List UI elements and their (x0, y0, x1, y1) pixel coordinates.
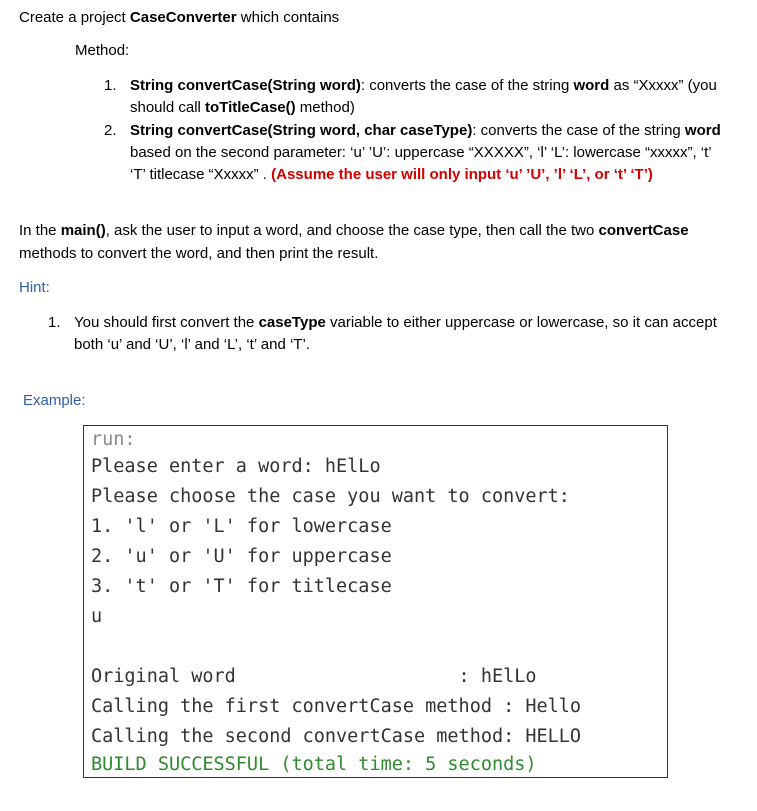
para-text: In the (19, 222, 61, 239)
method-desc-line2: based on the second parameter: ‘u’ ’U’: uppercase “XXXXX”, ‘l’ ‘L’: lowercase “xxxxx”, ‘t’ (130, 144, 712, 161)
method-number: 1. (104, 77, 117, 94)
main-paragraph-line2: methods to convert the word, and then print the result. (19, 245, 379, 262)
console-input: u (91, 606, 103, 627)
console-line: Calling the second convertCase method: HELLO (91, 726, 582, 747)
console-line: 2. 'u' or 'U' for uppercase (91, 546, 392, 567)
console-line: Original word : hElLo (91, 666, 537, 687)
method-desc-end: method) (295, 99, 355, 116)
hint-text: You should first convert the (74, 314, 259, 331)
method-desc-line3: ‘T’ titlecase “Xxxxx” . (130, 166, 272, 183)
console-line: 1. 'l' or 'L' for lowercase (91, 516, 392, 537)
intro-suffix: which contains (236, 9, 340, 26)
convertcase-name: convertCase (598, 222, 689, 239)
console-line: Calling the first convertCase method : Hello (91, 696, 582, 717)
method-number: 2. (104, 122, 117, 139)
project-name: CaseConverter (129, 9, 237, 26)
method-word: word (684, 122, 721, 139)
method-desc-line2: should call (130, 99, 206, 116)
main-paragraph (19, 222, 689, 239)
method-desc-cont: as “Xxxxx” (you (609, 77, 717, 94)
method-desc: : converts the case of the string (360, 77, 574, 94)
console-line: 3. 't' or 'T' for titlecase (91, 576, 392, 597)
console-line: Please choose the case you want to convert: (91, 486, 570, 507)
intro-text: Create a project (19, 9, 130, 26)
method-word: word (573, 77, 610, 94)
main-method: main() (60, 222, 106, 239)
method-call: toTitleCase() (205, 99, 296, 116)
console-build-status: BUILD SUCCESSFUL (total time: 5 seconds) (91, 754, 537, 775)
casetype-var: caseType (258, 314, 326, 331)
method-signature: String convertCase(String word, char caseType) (130, 122, 473, 139)
para-text-cont: , ask the user to input a word, and choose the case type, then call the two (105, 222, 599, 239)
hint-number: 1. (48, 314, 61, 331)
hint-text-cont: variable to either uppercase or lowercase, so it can accept (325, 314, 717, 331)
method-signature: String convertCase(String word) (130, 77, 361, 94)
console-line: Please enter a word: hElLo (91, 456, 381, 477)
assumption-note: (Assume the user will only input ‘u’ ’U’, ’l’ ‘L’, or ‘t’ ‘T’) (271, 166, 653, 183)
console-output (83, 425, 668, 778)
hint-line2: both ‘u’ and ‘U’, ‘l’ and ‘L’, ‘t’ and ‘T’. (74, 336, 310, 353)
console-run: run: (91, 429, 136, 450)
method-desc: : converts the case of the string (472, 122, 685, 139)
intro-line (19, 9, 339, 26)
hint-label: Hint: (19, 279, 50, 296)
method-heading: Method: (75, 42, 130, 59)
example-label: Example: (23, 392, 86, 409)
